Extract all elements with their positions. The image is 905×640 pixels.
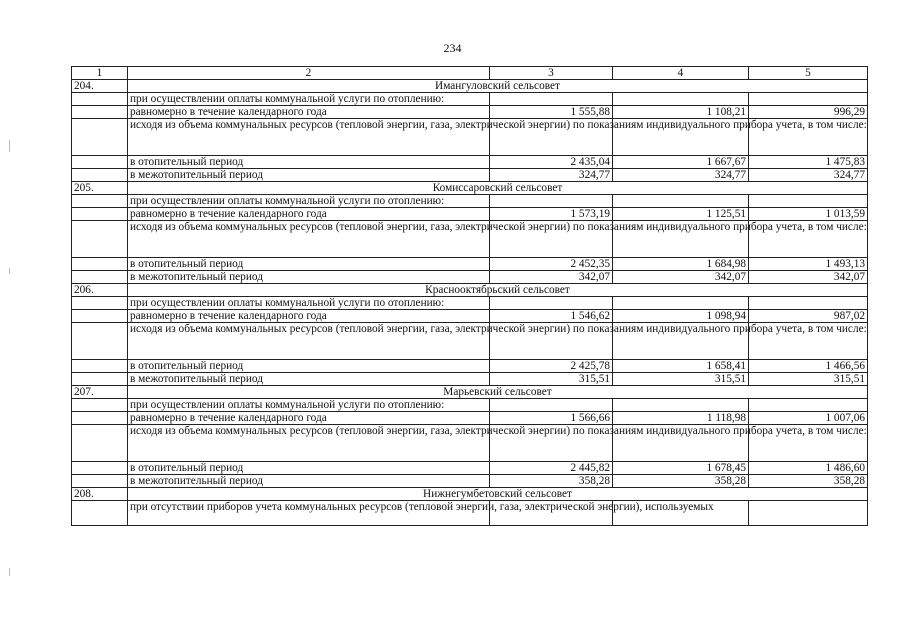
row-number-cell <box>72 373 128 386</box>
value-cell: 1 678,45 <box>613 462 749 475</box>
value-cell <box>490 297 613 310</box>
row-number-cell <box>72 258 128 271</box>
row-number-cell <box>72 462 128 475</box>
section-number: 206. <box>72 284 128 297</box>
value-cell: 1 555,88 <box>490 106 613 119</box>
page-number: 234 <box>443 41 462 55</box>
value-cell <box>749 399 868 412</box>
row-number-cell <box>72 310 128 323</box>
value-cell: 1 566,66 <box>490 412 613 425</box>
row-number-cell <box>72 360 128 373</box>
value-cell: 1 098,94 <box>613 310 749 323</box>
value-cell: 1 466,56 <box>749 360 868 373</box>
table-row <box>72 195 868 208</box>
value-cell <box>490 93 613 106</box>
table-row <box>72 119 868 156</box>
table-row <box>72 425 868 462</box>
value-cell: 342,07 <box>490 271 613 284</box>
column-header: 4 <box>613 67 749 80</box>
table-row <box>72 208 868 221</box>
table-row <box>72 323 868 360</box>
row-description: при осуществлении оплаты коммунальной услуги по отоплению: <box>128 93 490 106</box>
column-header: 1 <box>72 67 128 80</box>
table-row <box>72 297 868 310</box>
value-cell: 358,28 <box>613 475 749 488</box>
section-number: 204. <box>72 80 128 93</box>
value-cell <box>613 399 749 412</box>
value-cell: 987,02 <box>749 310 868 323</box>
table-row <box>72 310 868 323</box>
value-cell <box>749 297 868 310</box>
value-cell <box>490 195 613 208</box>
row-number-cell <box>72 119 128 156</box>
section-title: Имангуловский сельсовет <box>128 80 868 93</box>
value-cell: 315,51 <box>490 373 613 386</box>
row-description: в отопительный период <box>128 258 490 271</box>
value-cell <box>613 93 749 106</box>
value-cell <box>613 195 749 208</box>
row-number-cell <box>72 271 128 284</box>
value-cell: 1 486,60 <box>749 462 868 475</box>
row-description: исходя из объема коммунальных ресурсов (тепловой энергии, газа, электрической энергии) по показаниям индивидуального прибора учета, в том числе: <box>128 323 490 360</box>
value-cell <box>749 195 868 208</box>
value-cell: 315,51 <box>613 373 749 386</box>
row-number-cell <box>72 297 128 310</box>
row-description: в отопительный период <box>128 360 490 373</box>
row-number-cell <box>72 475 128 488</box>
table-row <box>72 399 868 412</box>
row-number-cell <box>72 501 128 526</box>
tariff-table <box>71 66 868 526</box>
value-cell: 324,77 <box>613 169 749 182</box>
value-cell: 1 546,62 <box>490 310 613 323</box>
section-row <box>72 182 868 195</box>
row-description: исходя из объема коммунальных ресурсов (тепловой энергии, газа, электрической энергии) по показаниям индивидуального прибора учета, в том числе: <box>128 425 490 462</box>
tariff-table-body <box>72 67 868 526</box>
row-description: при осуществлении оплаты коммунальной услуги по отоплению: <box>128 195 490 208</box>
table-row <box>72 360 868 373</box>
table-row <box>72 412 868 425</box>
row-description: равномерно в течение календарного года <box>128 106 490 119</box>
row-description: в отопительный период <box>128 156 490 169</box>
value-cell: 1 118,98 <box>613 412 749 425</box>
table-row <box>72 169 868 182</box>
row-number-cell <box>72 399 128 412</box>
scan-artifact <box>9 140 10 152</box>
section-number: 205. <box>72 182 128 195</box>
row-description: при отсутствии приборов учета коммунальных ресурсов (тепловой энергии, газа, электрической энергии), используемых <box>128 501 490 526</box>
value-cell: 315,51 <box>749 373 868 386</box>
scan-artifact <box>9 268 10 274</box>
value-cell: 2 425,78 <box>490 360 613 373</box>
row-description: при осуществлении оплаты коммунальной услуги по отоплению: <box>128 297 490 310</box>
value-cell: 1 108,21 <box>613 106 749 119</box>
column-header: 2 <box>128 67 490 80</box>
row-description: равномерно в течение календарного года <box>128 310 490 323</box>
row-number-cell <box>72 425 128 462</box>
scan-artifact <box>9 568 10 576</box>
value-cell: 1 667,67 <box>613 156 749 169</box>
value-cell: 2 452,35 <box>490 258 613 271</box>
row-description: при осуществлении оплаты коммунальной услуги по отоплению: <box>128 399 490 412</box>
value-cell <box>490 399 613 412</box>
value-cell: 342,07 <box>613 271 749 284</box>
value-cell: 324,77 <box>490 169 613 182</box>
section-title: Комиссаровский сельсовет <box>128 182 868 195</box>
value-cell: 1 007,06 <box>749 412 868 425</box>
section-row <box>72 80 868 93</box>
row-number-cell <box>72 323 128 360</box>
section-number: 207. <box>72 386 128 399</box>
table-row <box>72 271 868 284</box>
row-number-cell <box>72 221 128 258</box>
column-header: 3 <box>490 67 613 80</box>
value-cell: 358,28 <box>749 475 868 488</box>
row-description: равномерно в течение календарного года <box>128 208 490 221</box>
value-cell: 358,28 <box>490 475 613 488</box>
row-description: в отопительный период <box>128 462 490 475</box>
section-row <box>72 386 868 399</box>
value-cell <box>749 93 868 106</box>
row-description: исходя из объема коммунальных ресурсов (тепловой энергии, газа, электрической энергии) по показаниям индивидуального прибора учета, в том числе: <box>128 119 490 156</box>
section-number: 208. <box>72 488 128 501</box>
row-description: в межотопительный период <box>128 475 490 488</box>
value-cell: 1 493,13 <box>749 258 868 271</box>
table-row <box>72 258 868 271</box>
value-cell: 1 684,98 <box>613 258 749 271</box>
row-number-cell <box>72 195 128 208</box>
section-title: Марьевский сельсовет <box>128 386 868 399</box>
value-cell: 1 125,51 <box>613 208 749 221</box>
row-number-cell <box>72 156 128 169</box>
value-cell: 1 658,41 <box>613 360 749 373</box>
value-cell: 2 435,04 <box>490 156 613 169</box>
row-description: в межотопительный период <box>128 169 490 182</box>
value-cell <box>749 501 868 526</box>
value-cell: 342,07 <box>749 271 868 284</box>
table-row <box>72 106 868 119</box>
row-description: равномерно в течение календарного года <box>128 412 490 425</box>
row-number-cell <box>72 93 128 106</box>
value-cell: 1 573,19 <box>490 208 613 221</box>
section-title: Нижнегумбетовский сельсовет <box>128 488 868 501</box>
section-row <box>72 284 868 297</box>
value-cell: 1 475,83 <box>749 156 868 169</box>
table-row <box>72 93 868 106</box>
row-number-cell <box>72 106 128 119</box>
table-row <box>72 462 868 475</box>
value-cell <box>613 297 749 310</box>
row-description: в межотопительный период <box>128 373 490 386</box>
table-row <box>72 156 868 169</box>
table-row <box>72 475 868 488</box>
row-number-cell <box>72 169 128 182</box>
value-cell: 2 445,82 <box>490 462 613 475</box>
table-row <box>72 501 868 526</box>
row-number-cell <box>72 208 128 221</box>
table-row <box>72 221 868 258</box>
value-cell: 996,29 <box>749 106 868 119</box>
table-row <box>72 373 868 386</box>
row-description: исходя из объема коммунальных ресурсов (тепловой энергии, газа, электрической энергии) по показаниям индивидуального прибора учета, в том числе: <box>128 221 490 258</box>
column-header: 5 <box>749 67 868 80</box>
value-cell: 324,77 <box>749 169 868 182</box>
value-cell: 1 013,59 <box>749 208 868 221</box>
row-description: в межотопительный период <box>128 271 490 284</box>
table-header-row <box>72 67 868 80</box>
section-row <box>72 488 868 501</box>
section-title: Краснооктябрьский сельсовет <box>128 284 868 297</box>
row-number-cell <box>72 412 128 425</box>
